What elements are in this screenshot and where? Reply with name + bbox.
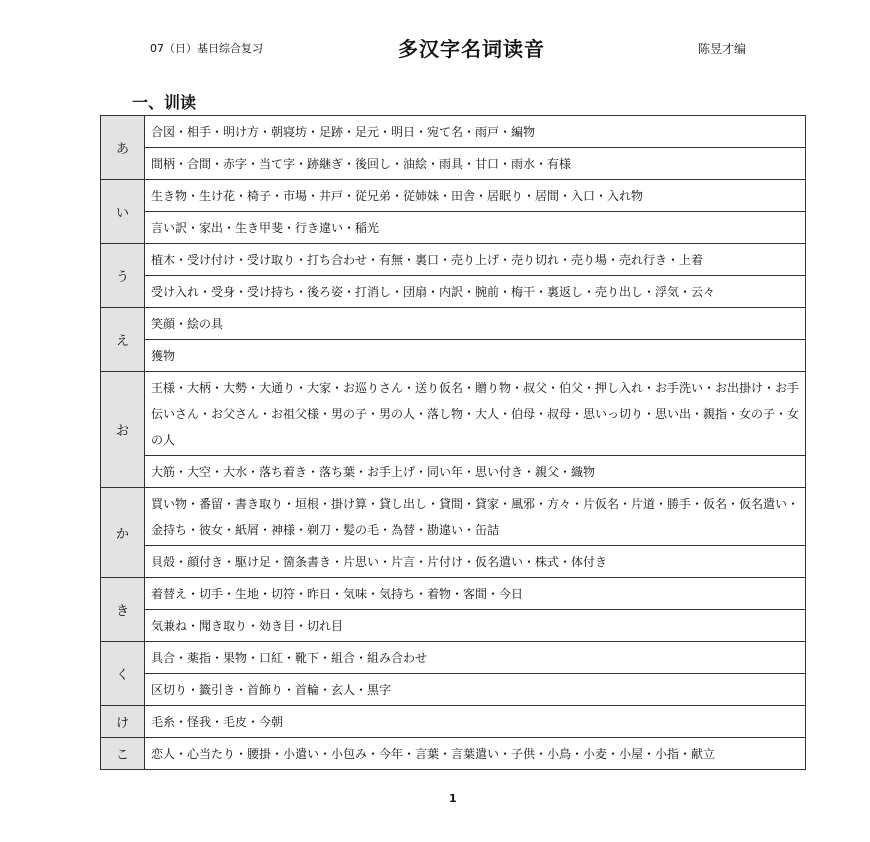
word-list-cell: 大筋・大空・大水・落ち着き・落ち葉・お手上げ・同い年・思い付き・親父・織物 bbox=[145, 456, 806, 488]
kana-heading-cell: か bbox=[101, 488, 145, 578]
kana-heading-cell: あ bbox=[101, 116, 145, 180]
word-list-cell: 生き物・生け花・椅子・市場・井戸・従兄弟・従姉妹・田舎・居眠り・居間・入口・入れ物 bbox=[145, 180, 806, 212]
table-row bbox=[101, 738, 806, 770]
table-row bbox=[101, 340, 806, 372]
word-list-cell: 貝殻・顔付き・駆け足・箇条書き・片思い・片言・片付け・仮名遣い・株式・体付き bbox=[145, 546, 806, 578]
table-row bbox=[101, 578, 806, 610]
table-row bbox=[101, 244, 806, 276]
vocabulary-table bbox=[100, 115, 806, 770]
table-row bbox=[101, 456, 806, 488]
kana-heading-cell: い bbox=[101, 180, 145, 244]
header-author: 陈昱才编 bbox=[698, 42, 747, 56]
page-number: 1 bbox=[449, 792, 457, 805]
kana-heading-cell: え bbox=[101, 308, 145, 372]
kana-heading-cell: う bbox=[101, 244, 145, 308]
kana-heading-cell: け bbox=[101, 706, 145, 738]
kana-heading-cell: く bbox=[101, 642, 145, 706]
word-list-cell: 合図・相手・明け方・朝寝坊・足跡・足元・明日・宛て名・雨戸・編物 bbox=[145, 116, 806, 148]
word-list-cell: 毛糸・怪我・毛皮・今朝 bbox=[145, 706, 806, 738]
table-row bbox=[101, 308, 806, 340]
word-list-cell: 買い物・番留・書き取り・垣根・掛け算・貸し出し・貸間・貸家・風邪・方々・片仮名・片道・勝手・仮名・仮名遣い・金持ち・彼女・紙屑・神様・剃刀・髪の毛・為替・勘違い・缶詰 bbox=[145, 488, 806, 546]
table-row bbox=[101, 706, 806, 738]
section-title: 一、训读 bbox=[132, 93, 197, 112]
word-list-cell: 受け入れ・受身・受け持ち・後ろ姿・打消し・団扇・内訳・腕前・梅干・裏返し・売り出し・浮気・云々 bbox=[145, 276, 806, 308]
word-list-cell: 着替え・切手・生地・切符・昨日・気味・気持ち・着物・客間・今日 bbox=[145, 578, 806, 610]
word-list-cell: 王様・大柄・大勢・大通り・大家・お巡りさん・送り仮名・贈り物・叔父・伯父・押し入れ・お手洗い・お出掛け・お手伝いさん・お父さん・お祖父様・男の子・男の人・落し物・大人・伯母・叔母・思いっ切り・思い出・親指・女の子・女の人 bbox=[145, 372, 806, 456]
table-row bbox=[101, 488, 806, 546]
word-list-cell: 獲物 bbox=[145, 340, 806, 372]
word-list-cell: 植木・受け付け・受け取り・打ち合わせ・有無・裏口・売り上げ・売り切れ・売り場・売れ行き・上着 bbox=[145, 244, 806, 276]
table-row bbox=[101, 116, 806, 148]
table-row bbox=[101, 610, 806, 642]
word-list-cell: 気兼ね・聞き取り・効き目・切れ目 bbox=[145, 610, 806, 642]
kana-heading-cell: お bbox=[101, 372, 145, 488]
page-title: 多汉字名词读音 bbox=[398, 37, 545, 61]
table-row bbox=[101, 642, 806, 674]
word-list-cell: 区切り・籤引き・首飾り・首輪・玄人・黒字 bbox=[145, 674, 806, 706]
word-list-cell: 言い訳・家出・生き甲斐・行き違い・稲光 bbox=[145, 212, 806, 244]
table-row bbox=[101, 546, 806, 578]
table-row bbox=[101, 372, 806, 456]
table-row bbox=[101, 276, 806, 308]
word-list-cell: 恋人・心当たり・腰掛・小遣い・小包み・今年・言葉・言葉遣い・子供・小鳥・小麦・小屋・小指・献立 bbox=[145, 738, 806, 770]
table-row bbox=[101, 212, 806, 244]
word-list-cell: 笑顔・絵の具 bbox=[145, 308, 806, 340]
word-list-cell: 具合・薬指・果物・口紅・靴下・組合・組み合わせ bbox=[145, 642, 806, 674]
kana-heading-cell: こ bbox=[101, 738, 145, 770]
table-row bbox=[101, 180, 806, 212]
header-course-label: 07（日）基日综合复习 bbox=[150, 42, 263, 55]
table-row bbox=[101, 148, 806, 180]
word-list-cell: 間柄・合間・赤字・当て字・跡継ぎ・後回し・油絵・雨具・甘口・雨水・有様 bbox=[145, 148, 806, 180]
table-row bbox=[101, 674, 806, 706]
kana-heading-cell: き bbox=[101, 578, 145, 642]
